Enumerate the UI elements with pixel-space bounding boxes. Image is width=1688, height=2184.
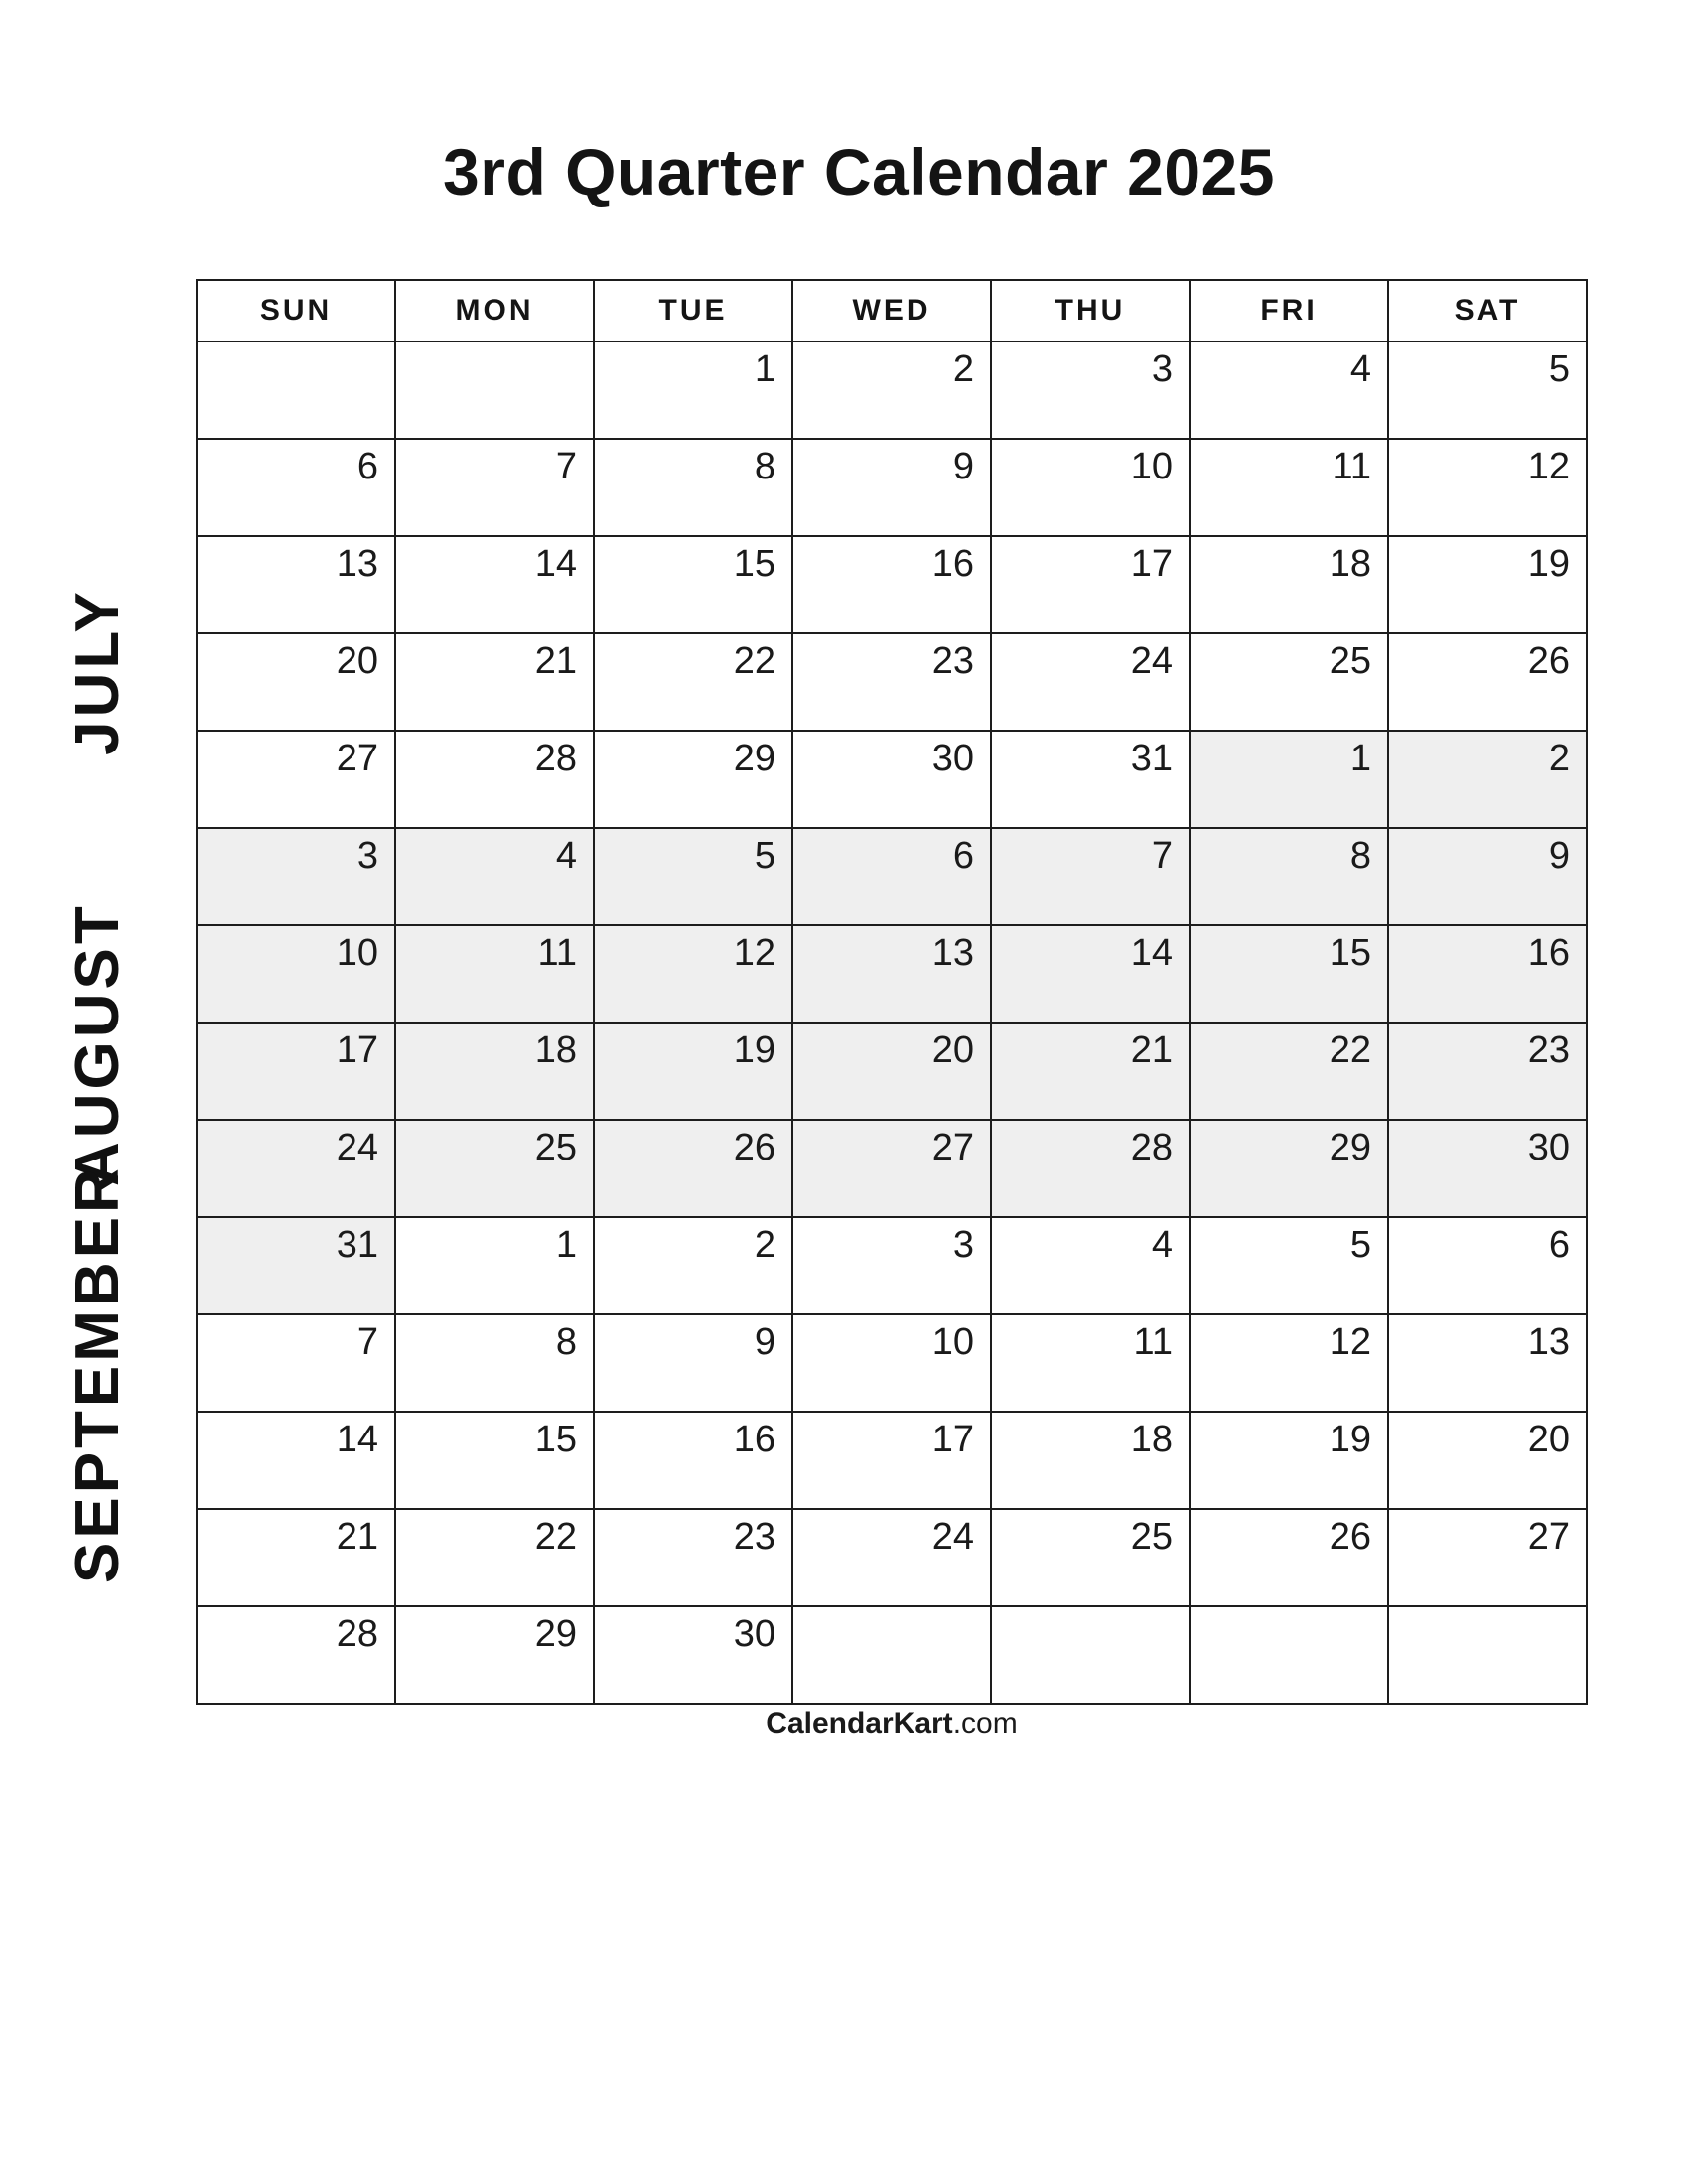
calendar-day-cell[interactable]: 14 [991,925,1190,1023]
calendar-day-cell[interactable]: 16 [1388,925,1587,1023]
calendar-day-cell[interactable]: 5 [1388,341,1587,439]
weekday-header-wed: WED [792,280,991,341]
calendar-day-cell[interactable]: 2 [1388,731,1587,828]
month-label-september: SEPTEMBER [64,1164,132,1583]
calendar-day-cell[interactable]: 8 [594,439,792,536]
calendar-day-cell[interactable]: 24 [991,633,1190,731]
calendar-day-cell[interactable]: 29 [594,731,792,828]
calendar-day-cell[interactable]: 1 [1190,731,1388,828]
calendar-empty-cell [395,341,594,439]
calendar-day-cell[interactable]: 28 [991,1120,1190,1217]
calendar-day-cell[interactable]: 27 [1388,1509,1587,1606]
calendar-day-cell[interactable]: 28 [395,731,594,828]
footer [196,1707,1588,1741]
calendar-day-cell[interactable]: 4 [991,1217,1190,1314]
calendar-day-cell[interactable]: 26 [1388,633,1587,731]
calendar-day-cell[interactable]: 22 [1190,1023,1388,1120]
calendar-day-cell[interactable]: 6 [792,828,991,925]
calendar-day-cell[interactable]: 30 [1388,1120,1587,1217]
calendar-day-cell[interactable]: 8 [1190,828,1388,925]
calendar-day-cell[interactable]: 18 [395,1023,594,1120]
calendar-empty-cell [991,1606,1190,1704]
calendar-body [197,341,1587,1704]
calendar-empty-cell [792,1606,991,1704]
calendar-day-cell[interactable]: 15 [395,1412,594,1509]
calendar-empty-cell [1190,1606,1388,1704]
calendar-day-cell[interactable]: 24 [197,1120,395,1217]
calendar-day-cell[interactable]: 18 [991,1412,1190,1509]
footer-brand: CalendarKart [766,1707,953,1740]
calendar-day-cell[interactable]: 16 [792,536,991,633]
calendar-day-cell[interactable]: 26 [1190,1509,1388,1606]
footer-suffix: .com [952,1707,1018,1740]
calendar-day-cell[interactable]: 10 [792,1314,991,1412]
calendar-day-cell[interactable]: 29 [395,1606,594,1704]
calendar-day-cell[interactable]: 22 [395,1509,594,1606]
calendar-week-row [197,439,1587,536]
calendar-day-cell[interactable]: 12 [1190,1314,1388,1412]
calendar-day-cell[interactable]: 3 [792,1217,991,1314]
calendar-week-row [197,1412,1587,1509]
calendar-day-cell[interactable]: 25 [395,1120,594,1217]
calendar-week-row [197,731,1587,828]
calendar-day-cell[interactable]: 19 [594,1023,792,1120]
calendar-day-cell[interactable]: 8 [395,1314,594,1412]
calendar-day-cell[interactable]: 5 [594,828,792,925]
calendar-day-cell[interactable]: 1 [594,341,792,439]
calendar-week-row [197,633,1587,731]
calendar-day-cell[interactable]: 10 [991,439,1190,536]
calendar-week-row [197,1217,1587,1314]
calendar-day-cell[interactable]: 22 [594,633,792,731]
calendar-day-cell[interactable]: 28 [197,1606,395,1704]
calendar-day-cell[interactable]: 10 [197,925,395,1023]
calendar-day-cell[interactable]: 25 [991,1509,1190,1606]
page-title: 3rd Quarter Calendar 2025 [443,135,1275,208]
calendar-day-cell[interactable]: 14 [197,1412,395,1509]
calendar-day-cell[interactable]: 12 [1388,439,1587,536]
calendar-day-cell[interactable]: 17 [197,1023,395,1120]
calendar-day-cell[interactable]: 20 [197,633,395,731]
calendar-day-cell[interactable]: 7 [197,1314,395,1412]
calendar-day-cell[interactable]: 18 [1190,536,1388,633]
calendar-day-cell[interactable]: 11 [991,1314,1190,1412]
calendar-day-cell[interactable]: 23 [792,633,991,731]
weekday-header-thu: THU [991,280,1190,341]
calendar-day-cell[interactable]: 2 [594,1217,792,1314]
calendar-day-cell[interactable]: 15 [1190,925,1388,1023]
calendar-day-cell[interactable]: 6 [1388,1217,1587,1314]
calendar-week-row [197,1120,1587,1217]
calendar-day-cell[interactable]: 24 [792,1509,991,1606]
calendar-day-cell[interactable]: 13 [792,925,991,1023]
calendar-day-cell[interactable]: 19 [1388,536,1587,633]
weekday-header-row [197,280,1587,341]
calendar-day-cell[interactable]: 12 [594,925,792,1023]
calendar-day-cell[interactable]: 3 [197,828,395,925]
calendar-week-row [197,1314,1587,1412]
calendar-day-cell[interactable]: 6 [197,439,395,536]
calendar-day-cell[interactable]: 9 [594,1314,792,1412]
calendar-day-cell[interactable]: 23 [594,1509,792,1606]
calendar-day-cell[interactable]: 14 [395,536,594,633]
calendar-day-cell[interactable]: 4 [395,828,594,925]
calendar-day-cell[interactable]: 20 [792,1023,991,1120]
calendar-table [196,279,1588,1705]
weekday-header-fri: FRI [1190,280,1388,341]
calendar-day-cell[interactable]: 4 [1190,341,1388,439]
calendar-day-cell[interactable]: 9 [792,439,991,536]
calendar-day-cell[interactable]: 29 [1190,1120,1388,1217]
calendar-day-cell[interactable]: 17 [792,1412,991,1509]
calendar-week-row [197,828,1587,925]
calendar-day-cell[interactable]: 2 [792,341,991,439]
calendar-day-cell[interactable]: 16 [594,1412,792,1509]
calendar-day-cell[interactable]: 19 [1190,1412,1388,1509]
calendar-day-cell[interactable]: 31 [991,731,1190,828]
weekday-header-mon: MON [395,280,594,341]
calendar-day-cell[interactable]: 3 [991,341,1190,439]
calendar-day-cell[interactable]: 5 [1190,1217,1388,1314]
weekday-header-tue: TUE [594,280,792,341]
calendar-day-cell[interactable]: 17 [991,536,1190,633]
calendar-day-cell[interactable]: 26 [594,1120,792,1217]
calendar-day-cell[interactable]: 11 [395,925,594,1023]
month-label-july: JULY [64,588,132,755]
calendar-day-cell[interactable]: 30 [792,731,991,828]
calendar-week-row [197,1606,1587,1704]
calendar-day-cell[interactable]: 30 [594,1606,792,1704]
calendar-week-row [197,925,1587,1023]
calendar-day-cell[interactable]: 31 [197,1217,395,1314]
calendar-day-cell[interactable]: 21 [197,1509,395,1606]
calendar-week-row [197,1023,1587,1120]
calendar-day-cell[interactable]: 21 [395,633,594,731]
calendar-day-cell[interactable]: 11 [1190,439,1388,536]
calendar-day-cell[interactable]: 7 [991,828,1190,925]
calendar-day-cell[interactable]: 13 [1388,1314,1587,1412]
calendar-day-cell[interactable]: 1 [395,1217,594,1314]
calendar-day-cell[interactable]: 9 [1388,828,1587,925]
calendar-day-cell[interactable]: 27 [197,731,395,828]
calendar-week-row [197,536,1587,633]
calendar-day-cell[interactable]: 13 [197,536,395,633]
calendar-day-cell[interactable]: 7 [395,439,594,536]
calendar-day-cell[interactable]: 20 [1388,1412,1587,1509]
calendar-day-cell[interactable]: 25 [1190,633,1388,731]
calendar-day-cell[interactable]: 23 [1388,1023,1587,1120]
calendar-empty-cell [197,341,395,439]
weekday-header-sat: SAT [1388,280,1587,341]
calendar-day-cell[interactable]: 27 [792,1120,991,1217]
weekday-header-sun: SUN [197,280,395,341]
month-label-column [0,279,196,1679]
month-label-august: AUGUST [64,902,132,1186]
calendar-empty-cell [1388,1606,1587,1704]
calendar-day-cell[interactable]: 21 [991,1023,1190,1120]
calendar-day-cell[interactable]: 15 [594,536,792,633]
calendar-week-row [197,1509,1587,1606]
calendar-week-row [197,341,1587,439]
calendar-grid [196,279,1588,1705]
